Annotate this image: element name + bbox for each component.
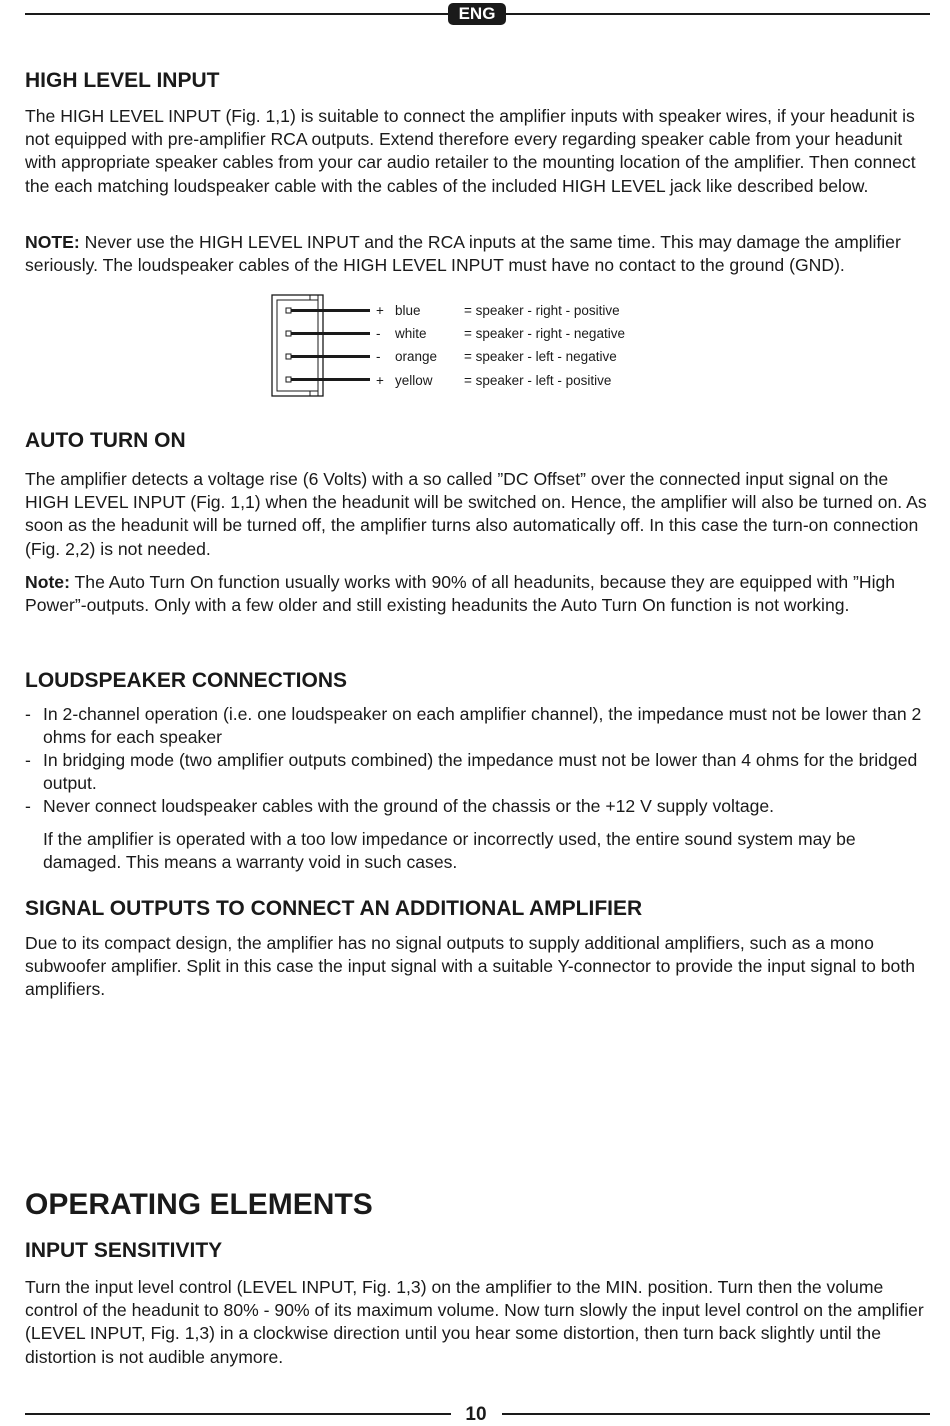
note-text: Never use the HIGH LEVEL INPUT and the RCA inputs at the same time. This may damage the amplifier seriously. The loudspeaker cables of the HIGH LEVEL INPUT must have no contact to the ground (GND). (25, 232, 901, 276)
wire-sign: + (376, 373, 384, 388)
signal-outputs-body: Due to its compact design, the amplifier has no signal outputs to supply additional amplifiers, such as a mono subwoofer amplifier. Split in this case the input signal with a suitable Y-connector to provide the input signal to both amplifiers. (25, 933, 915, 1000)
section-title-high-level-input: HIGH LEVEL INPUT (25, 69, 220, 92)
wire-meaning: = speaker - left - negative (464, 349, 617, 364)
wire-meaning: = speaker - right - negative (464, 326, 625, 341)
wire-pin-4 (286, 377, 370, 382)
wire-sign: - (376, 326, 381, 341)
wire-color: yellow (395, 373, 433, 388)
list-item: - In 2-channel operation (i.e. one loudspeaker on each amplifier channel), the impedance must not be lower than 2 ohms for each speaker (25, 704, 922, 747)
list-item-text: In 2-channel operation (i.e. one loudspeaker on each amplifier channel), the impedance must not be lower than 2 ohms for each speaker (43, 704, 922, 747)
wire-sign: + (376, 303, 384, 318)
wire-pin-2 (286, 331, 370, 336)
note-label: Note: (25, 572, 70, 592)
language-tab: ENG (448, 3, 506, 25)
auto-turn-on-body: The amplifier detects a voltage rise (6 Volts) with a so called ”DC Offset” over the connected input signal on the HIGH LEVEL INPUT (Fig. 1,1) when the headunit will be switched on. Hence, the amplifier will also be turned on. As soon as the headunit will be turned off, the amplifier turns also automatically off. In this case the turn-on connection (Fig. 2,2) is not needed. (25, 469, 927, 559)
subsection-title-input-sensitivity: INPUT SENSITIVITY (25, 1239, 223, 1262)
wire-color: orange (395, 349, 438, 364)
high-level-input-body: The HIGH LEVEL INPUT (Fig. 1,1) is suitable to connect the amplifier inputs with speaker wires, if your headunit is not equipped with pre-amplifier RCA outputs. Extend therefore every regarding speaker cable from your headunit with appropriate speaker cables from your car audio retailer to the mounting location of the amplifier. Then connect the each matching loudspeaker cable with the cables of the included HIGH LEVEL jack like described below. (25, 106, 916, 196)
wire-color: blue (395, 303, 421, 318)
section-title-operating-elements: OPERATING ELEMENTS (25, 1188, 373, 1221)
auto-turn-on-note (25, 571, 937, 617)
wire-pin-1 (286, 308, 370, 313)
loudspeaker-list (25, 703, 937, 818)
list-item-text: Never connect loudspeaker cables with the ground of the chassis or the +12 V supply voltage. (43, 796, 775, 816)
note-text: The Auto Turn On function usually works with 90% of all headunits, because they are equipped with ”High Power”-outputs. Only with a few older and still existing headunits the Auto Turn On function is not working. (25, 572, 896, 616)
footer-rule-right (502, 1413, 930, 1415)
header-rule-right (504, 13, 930, 15)
high-level-input-note (25, 231, 937, 277)
list-item: - In bridging mode (two amplifier outputs combined) the impedance must not be lower than 4 ohms for the bridged output. (25, 750, 918, 793)
wire-meaning: = speaker - left - positive (464, 373, 612, 388)
wire-meaning: = speaker - right - positive (464, 303, 620, 318)
wire-color: white (395, 326, 427, 341)
high-level-connector-diagram (270, 293, 380, 399)
list-item-text: In bridging mode (two amplifier outputs combined) the impedance must not be lower than 4 ohms for the bridged output. (43, 750, 918, 793)
loudspeaker-warning: If the amplifier is operated with a too low impedance or incorrectly used, the entire sound system may be damaged. This means a warranty void in such cases. (43, 829, 856, 872)
list-item: - Never connect loudspeaker cables with the ground of the chassis or the +12 V supply voltage. (25, 796, 775, 816)
page-number: 10 (465, 1404, 487, 1425)
section-title-auto-turn-on: AUTO TURN ON (25, 429, 186, 452)
header-rule-left (25, 13, 450, 15)
section-title-loudspeaker-connections: LOUDSPEAKER CONNECTIONS (25, 669, 348, 692)
footer-rule-left (25, 1413, 451, 1415)
wire-pin-3 (286, 354, 370, 359)
input-sensitivity-body: Turn the input level control (LEVEL INPUT, Fig. 1,3) on the amplifier to the MIN. position. Turn then the volume control of the headunit to 80% - 90% of its maximum volume. Now turn slowly the input level control on the amplifier (LEVEL INPUT, Fig. 1,3) in a clockwise direction until you hear some distortion, then turn back slightly until the distortion is not audible anymore. (25, 1277, 924, 1367)
wire-sign: - (376, 349, 381, 364)
section-title-signal-outputs: SIGNAL OUTPUTS TO CONNECT AN ADDITIONAL AMPLIFIER (25, 897, 643, 920)
note-label: NOTE: (25, 232, 80, 252)
